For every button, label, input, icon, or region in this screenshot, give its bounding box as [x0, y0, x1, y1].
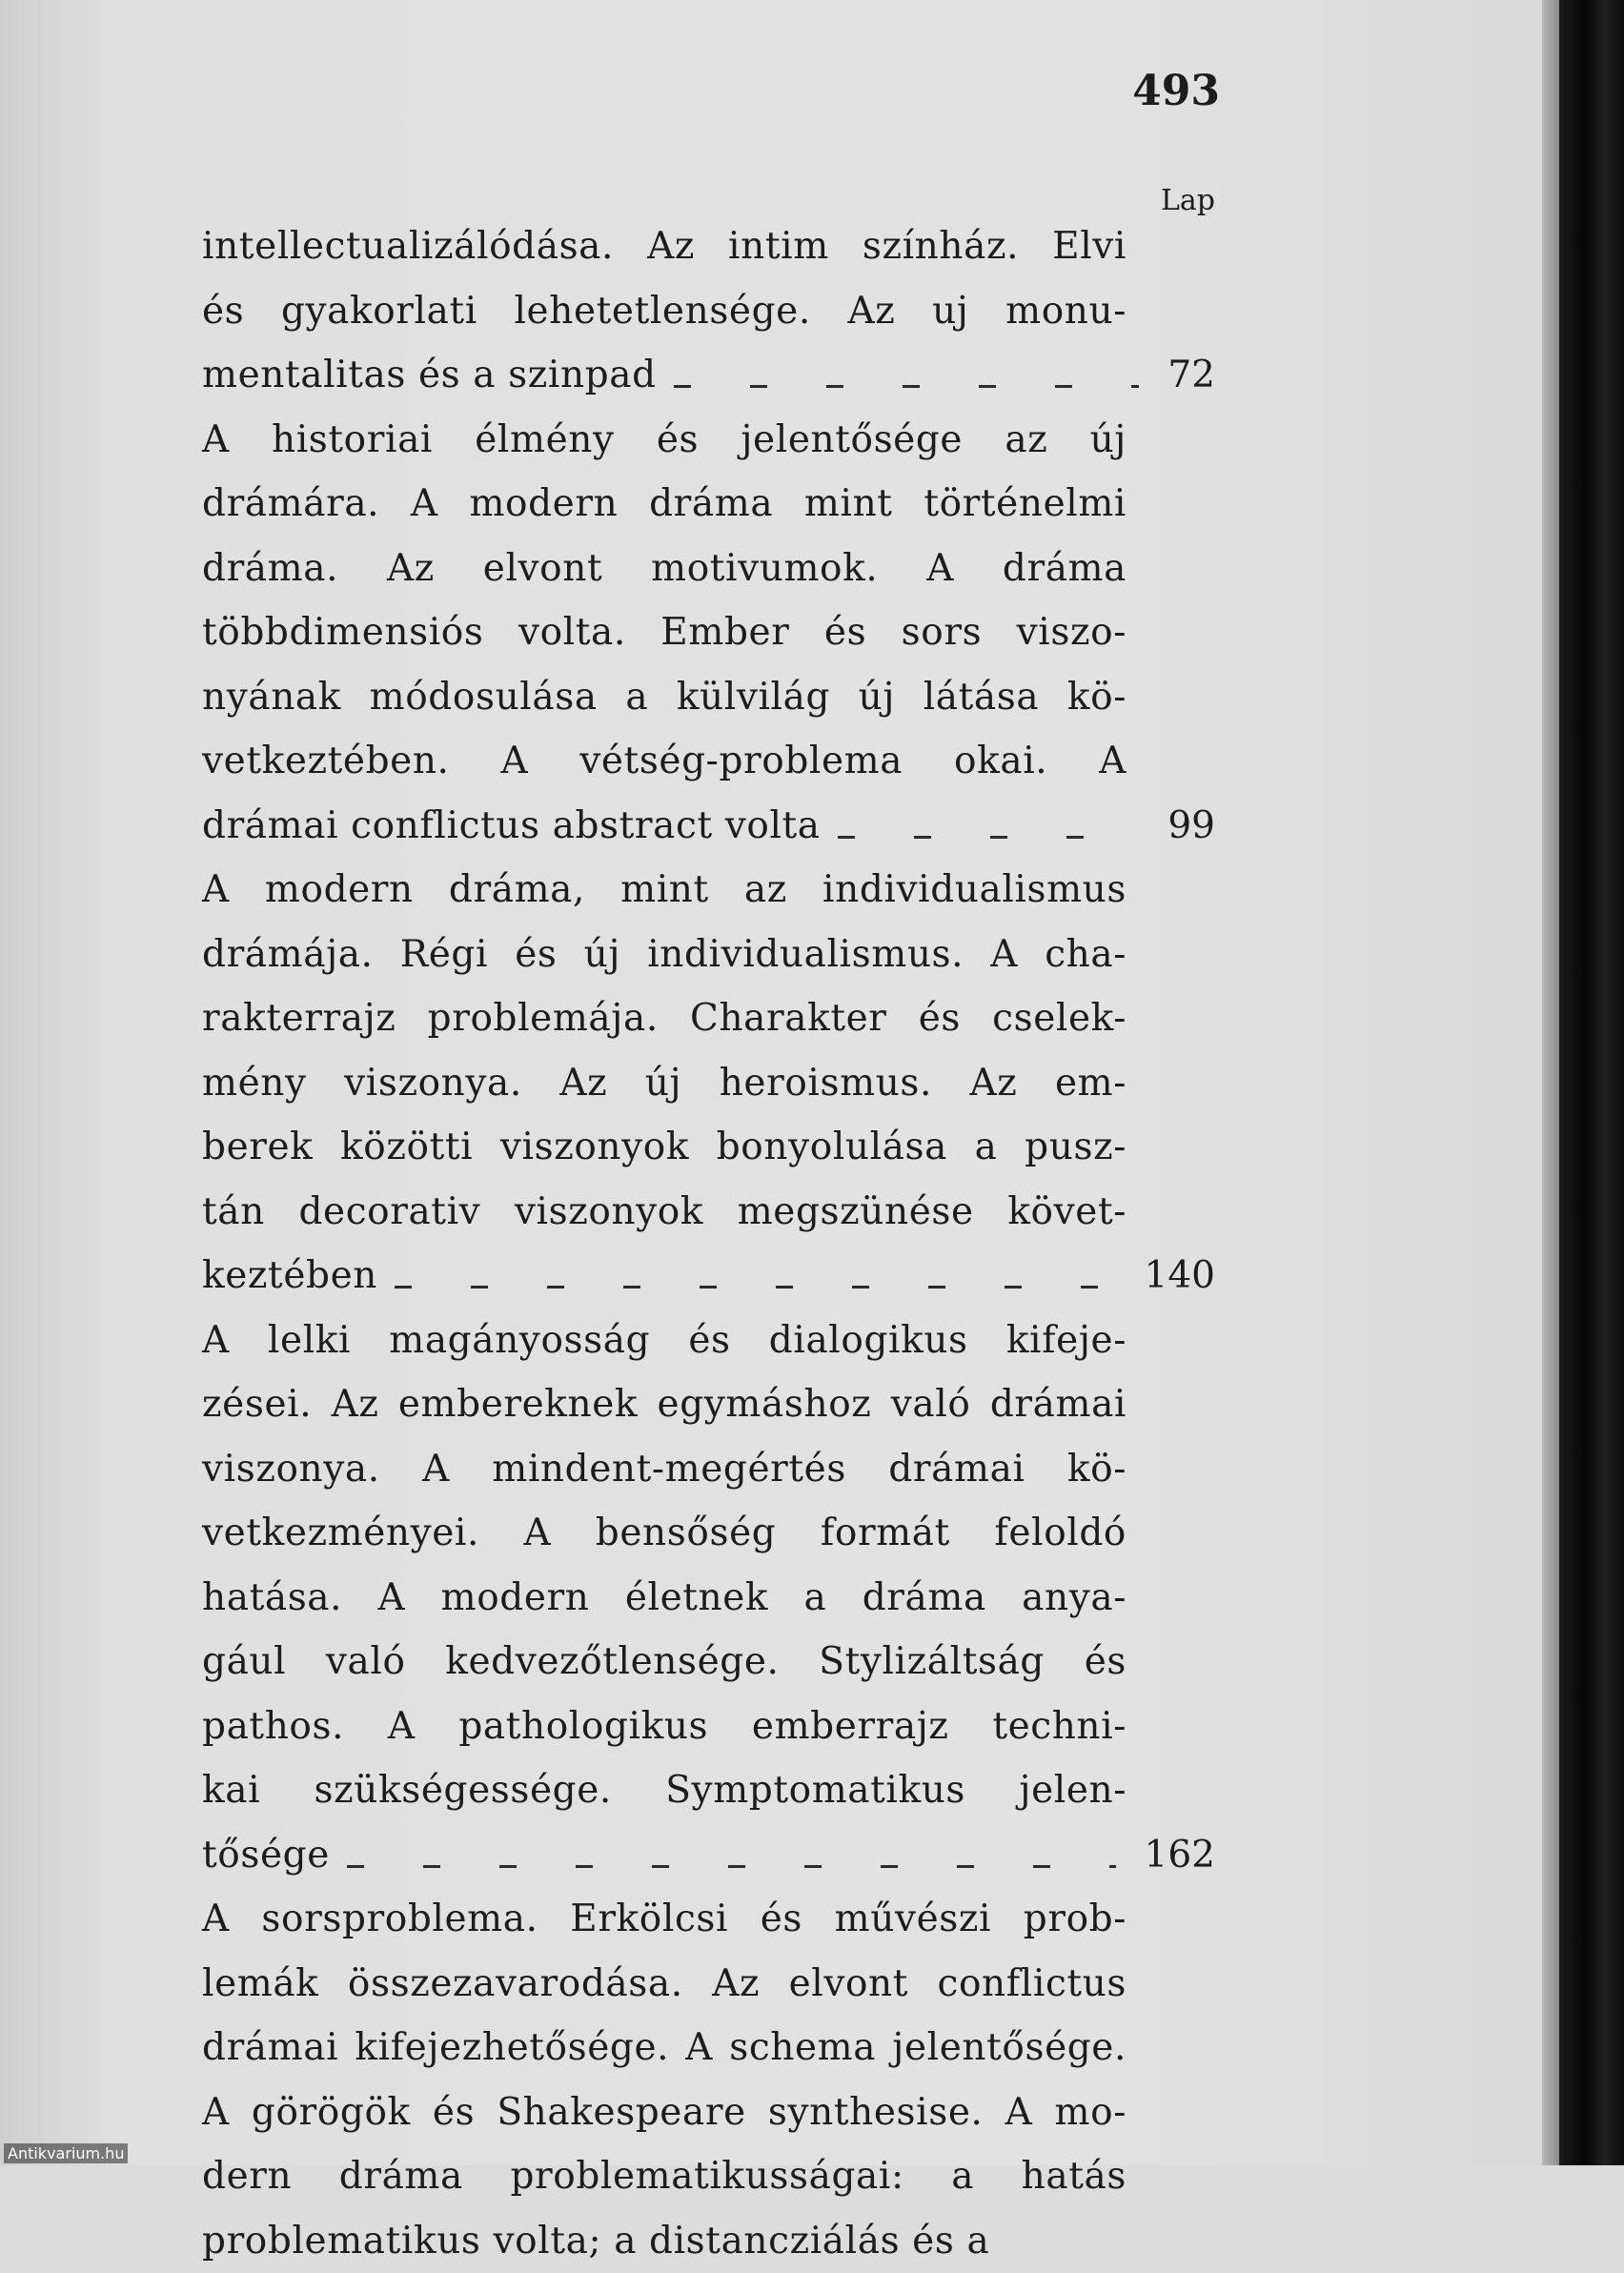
toc-line: [202, 537, 1215, 601]
toc-line-text: rakterrajz problemája. Charakter és cselek-: [202, 986, 1127, 1051]
toc-line-text: drámája. Régi és új individualismus. A cha-: [202, 923, 1127, 987]
toc-line: [202, 1180, 1215, 1245]
toc-line-text: drámára. A modern dráma mint történelmi: [202, 472, 1127, 537]
toc-line-text: dráma. Az elvont motivumok. A dráma: [202, 537, 1127, 601]
toc-line: [202, 408, 1215, 473]
toc-line: [202, 1758, 1215, 1823]
page-number: 493: [1125, 67, 1220, 115]
dot-leader: [674, 343, 1139, 408]
toc-line: [202, 1309, 1215, 1373]
toc-line-text: keztében: [202, 1244, 377, 1309]
toc-line-text: A lelki magányosság és dialogikus kifeje-: [202, 1309, 1127, 1373]
toc-line-text: drámai kifejezhetősége. A schema jelentősége.: [202, 2016, 1127, 2080]
toc-line-text: vetkezményei. A bensőség formát feloldó: [202, 1501, 1127, 1566]
toc-line-text: zései. Az embereknek egymáshoz való drámai: [202, 1372, 1127, 1437]
dot-leader: [395, 1244, 1116, 1309]
toc-line-text: pathos. A pathologikus emberrajz techni-: [202, 1695, 1127, 1759]
toc-line: [202, 1051, 1215, 1116]
toc-page-number: 140: [1145, 1244, 1215, 1309]
toc-line-text: tán decorativ viszonyok megszünése követ-: [202, 1180, 1127, 1245]
toc-line-text: többdimensiós volta. Ember és sors viszo-: [202, 600, 1127, 665]
toc-line: [202, 1566, 1215, 1631]
toc-line-text: drámai conflictus abstract volta: [202, 794, 821, 859]
dot-leader: [347, 1823, 1116, 1888]
toc-line-text: és gyakorlati lehetetlensége. Az uj monu-: [202, 279, 1127, 344]
toc-line: [202, 923, 1215, 987]
toc-line-text: A modern dráma, mint az individualismus: [202, 858, 1127, 923]
toc-line: [202, 858, 1215, 923]
book-spine-shadow: [1559, 0, 1624, 2165]
toc-line-text: mény viszonya. Az új heroismus. Az em-: [202, 1051, 1127, 1116]
toc-line: [202, 986, 1215, 1051]
toc-line: [202, 665, 1215, 730]
toc-line-text: kai szükségessége. Symptomatikus jelen-: [202, 1758, 1127, 1823]
toc-page-number: 162: [1145, 1823, 1215, 1888]
toc-line-text: intellectualizálódása. Az intim színház. Elvi: [202, 214, 1127, 279]
toc-line-text: problematikus volta; a distancziálás és a: [202, 2209, 1127, 2273]
toc-line: [202, 343, 1215, 408]
toc-line-text: nyának módosulása a külvilág új látása kö-: [202, 665, 1127, 730]
toc-line: [202, 2016, 1215, 2080]
page-edge: [1542, 0, 1559, 2165]
toc-line: [202, 729, 1215, 794]
toc-line: [202, 214, 1215, 279]
dot-leader: [838, 794, 1139, 859]
toc-line-text: vetkeztében. A vétség-problema okai. A: [202, 729, 1127, 794]
toc-line-text: mentalitas és a szinpad: [202, 343, 657, 408]
toc-line: [202, 2080, 1215, 2145]
toc-line: [202, 2209, 1215, 2273]
toc-line: [202, 1887, 1215, 1952]
toc-line: [202, 1115, 1215, 1180]
toc-line: [202, 1630, 1215, 1695]
toc-line-text: A görögök és Shakespeare synthesise. A mo-: [202, 2080, 1127, 2145]
toc-line-text: hatása. A modern életnek a dráma anya-: [202, 1566, 1127, 1631]
toc-page-number: 99: [1167, 794, 1215, 859]
toc-line: [202, 1501, 1215, 1566]
toc-line-text: dern dráma problematikusságai: a hatás: [202, 2144, 1127, 2209]
toc-line-text: A historiai élmény és jelentősége az új: [202, 408, 1127, 473]
toc-line-text: lemák összezavarodása. Az elvont conflictus: [202, 1952, 1127, 2017]
toc-line-text: gául való kedvezőtlensége. Stylizáltság és: [202, 1630, 1127, 1695]
toc-line: [202, 1823, 1215, 1888]
toc-line: [202, 2144, 1215, 2209]
toc-line-text: tősége: [202, 1823, 330, 1888]
page-column-label: Lap: [1115, 184, 1215, 217]
toc-line: [202, 279, 1215, 344]
toc-line-text: berek közötti viszonyok bonyolulása a pusz-: [202, 1115, 1127, 1180]
toc-line-text: viszonya. A mindent-megértés drámai kö-: [202, 1437, 1127, 1502]
toc-line: [202, 1372, 1215, 1437]
toc-line-text: A sorsproblema. Erkölcsi és művészi prob-: [202, 1887, 1127, 1952]
toc-line: [202, 600, 1215, 665]
toc-line: [202, 794, 1215, 859]
table-of-contents: [202, 214, 1215, 2273]
toc-line: [202, 1952, 1215, 2017]
toc-page-number: 72: [1167, 343, 1215, 408]
watermark: Antikvarium.hu: [4, 2143, 128, 2163]
toc-line: [202, 1695, 1215, 1759]
toc-line: [202, 1437, 1215, 1502]
toc-line: [202, 472, 1215, 537]
toc-line: [202, 1244, 1215, 1309]
